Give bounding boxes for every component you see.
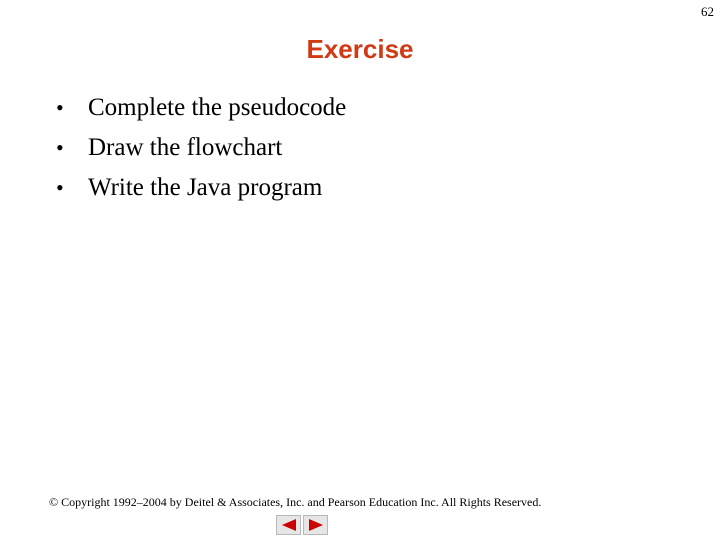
next-slide-button[interactable] [303,515,328,535]
bullet-item [56,88,346,128]
previous-slide-button[interactable] [276,515,301,535]
bullet-dot: • [56,175,64,200]
bullet-text: Draw the flowchart [88,134,283,161]
slide-navigation [276,515,328,535]
bullet-dot: • [56,135,64,160]
copyright-notice: © Copyright 1992–2004 by Deitel & Associates, Inc. and Pearson Education Inc. All Rights Reserved. [49,495,542,509]
slide-title: Exercise [306,34,414,64]
bullet-list [56,88,346,208]
bullet-text: Complete the pseudocode [88,94,347,121]
bullet-item [56,168,346,208]
bullet-item [56,128,346,168]
triangle-right-icon [308,518,324,532]
triangle-left-icon [281,518,297,532]
page-number: 62 [701,4,714,19]
bullet-dot: • [56,95,64,120]
bullet-text: Write the Java program [88,174,323,201]
